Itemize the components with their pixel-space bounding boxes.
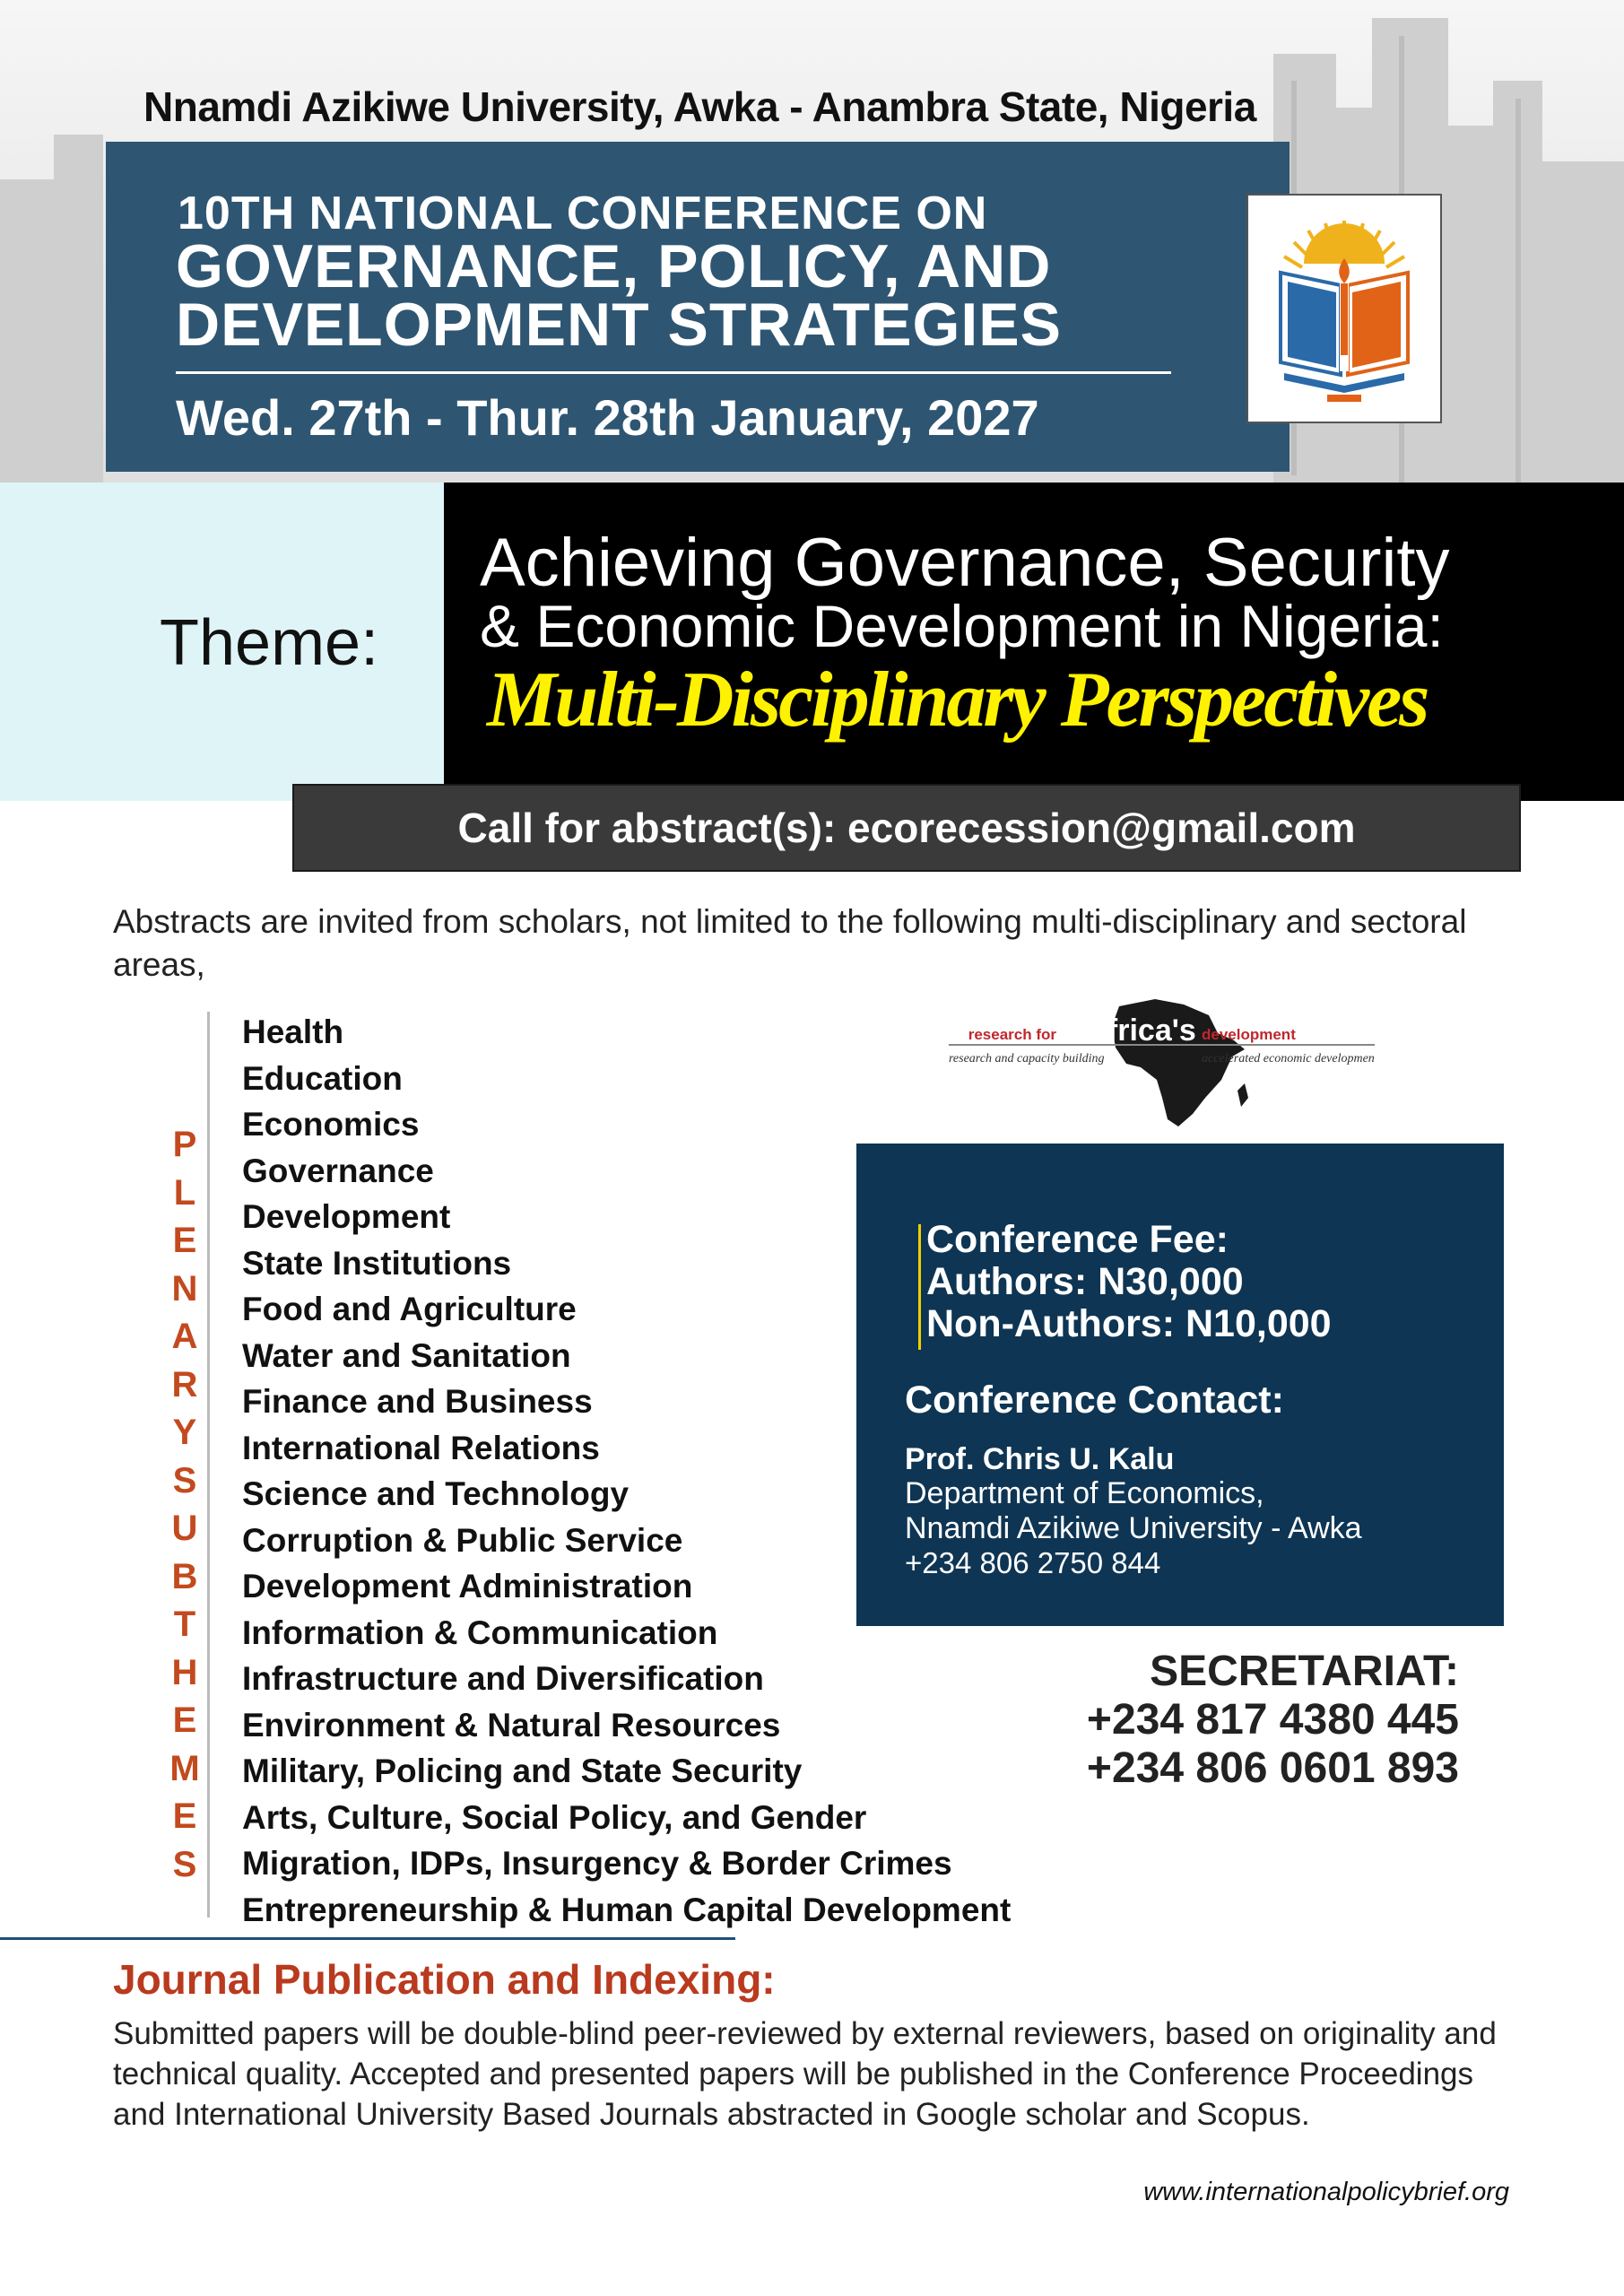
research-for-africas-development-logo — [949, 994, 1375, 1133]
fee-title: Conference Fee: — [926, 1218, 1229, 1261]
subtheme-item: Arts, Culture, Social Policy, and Gender — [242, 1798, 867, 1836]
subtheme-item: Information & Communication — [242, 1613, 718, 1651]
journal-body: Submitted papers will be double-blind peer-reviewed by external reviewers, based on originality and technical quality. Accepted and presented papers will be published in the Conference Proceedings and International University Based Journals abstracted in Google scholar and Scopus. — [113, 2016, 1497, 2132]
secretariat-title: SECRETARIAT: — [1150, 1648, 1459, 1695]
conference-number: 10TH NATIONAL CONFERENCE ON — [178, 187, 988, 239]
theme-subtitle: Multi-Disciplinary Perspectives — [487, 657, 1428, 744]
logo-development: development — [1202, 1026, 1296, 1043]
university-name: Nnamdi Azikiwe University, Awka - Anambra State, Nigeria — [143, 83, 1256, 130]
vertical-label-letter: P — [172, 1125, 197, 1164]
vertical-label-letter: N — [171, 1268, 198, 1309]
conference-title-line2: DEVELOPMENT STRATEGIES — [176, 291, 1062, 359]
conference-title-box — [106, 142, 1290, 472]
subtheme-item: Environment & Natural Resources — [242, 1706, 781, 1744]
subtheme-item: Finance and Business — [242, 1383, 593, 1420]
journal-divider — [0, 1937, 735, 1940]
website-link[interactable]: www.internationalpolicybrief.org — [1143, 2178, 1509, 2206]
subtheme-item: Development Administration — [242, 1568, 693, 1605]
vertical-label-letter: E — [172, 1796, 197, 1836]
subtheme-item: Corruption & Public Service — [242, 1521, 683, 1559]
title-divider — [176, 371, 1171, 374]
vertical-label-letter: T — [173, 1605, 196, 1644]
fee-authors: Authors: N30,000 — [926, 1260, 1244, 1303]
subtheme-item: State Institutions — [242, 1244, 512, 1282]
subtheme-item: Water and Sanitation — [242, 1336, 571, 1374]
subtheme-item: Health — [242, 1013, 344, 1050]
call-for-abstracts-email[interactable]: Call for abstract(s): ecorecession@gmail.com — [457, 804, 1356, 851]
subtheme-item: Infrastructure and Diversification — [242, 1660, 764, 1697]
logo-tagline-left: research and capacity building — [949, 1052, 1105, 1065]
call-for-abstracts-bar — [292, 784, 1521, 872]
subtheme-item: Development — [242, 1198, 451, 1235]
vertical-label-letter: S — [172, 1844, 197, 1884]
vertical-label-letter: E — [172, 1221, 197, 1260]
secretariat-phone-1[interactable]: +234 817 4380 445 — [1086, 1696, 1459, 1744]
fee-accent-bar — [918, 1224, 921, 1350]
contact-university: Nnamdi Azikiwe University - Awka — [905, 1511, 1362, 1545]
subtheme-item: Economics — [242, 1106, 420, 1143]
journal-heading: Journal Publication and Indexing: — [113, 1956, 776, 2003]
vertical-label-letter: Y — [172, 1413, 197, 1452]
conference-info-box — [856, 1144, 1504, 1626]
subtheme-item: Governance — [242, 1152, 434, 1189]
secretariat-phone-2[interactable]: +234 806 0601 893 — [1086, 1744, 1459, 1792]
conference-title-line1: GOVERNANCE, POLICY, AND — [176, 232, 1052, 300]
logo-africas: africa's — [1090, 1013, 1196, 1048]
vertical-label-letter: L — [173, 1172, 196, 1213]
conference-dates: Wed. 27th - Thur. 28th January, 2027 — [176, 389, 1039, 446]
theme-box — [444, 483, 1624, 801]
subtheme-item: Military, Policing and State Security — [242, 1752, 803, 1789]
subtheme-item: International Relations — [242, 1429, 600, 1466]
vertical-label-letter: E — [172, 1700, 197, 1740]
contact-department: Department of Economics, — [905, 1476, 1264, 1510]
plenary-subthemes-label — [158, 1121, 212, 1889]
subtheme-item: Education — [242, 1059, 403, 1097]
subtheme-item: Science and Technology — [242, 1475, 630, 1512]
vertical-label-letter: H — [171, 1652, 198, 1692]
logo-tagline-right: accelerated economic development — [1202, 1052, 1375, 1065]
contact-name: Prof. Chris U. Kalu — [905, 1442, 1175, 1476]
subtheme-item: Entrepreneurship & Human Capital Development — [242, 1891, 1012, 1928]
university-crest-icon — [1248, 196, 1440, 422]
subtheme-item: Food and Agriculture — [242, 1291, 577, 1327]
theme-line2: & Economic Development in Nigeria: — [480, 593, 1444, 659]
subtheme-item: Migration, IDPs, Insurgency & Border Crimes — [242, 1845, 952, 1882]
vertical-label-letter: A — [171, 1317, 198, 1356]
theme-line1: Achieving Governance, Security — [480, 525, 1450, 601]
vertical-label-letter: S — [172, 1460, 197, 1500]
logo-research-for: research for — [968, 1026, 1056, 1043]
vertical-label-letter: R — [171, 1364, 198, 1405]
vertical-label-letter: U — [171, 1509, 198, 1548]
contact-title: Conference Contact: — [905, 1378, 1284, 1422]
vertical-label-letter: B — [171, 1556, 198, 1596]
contact-phone[interactable]: +234 806 2750 844 — [905, 1546, 1161, 1579]
fee-non-authors: Non-Authors: N10,000 — [926, 1302, 1332, 1345]
intro-text: Abstracts are invited from scholars, not limited to the following multi-disciplinary and sectoral areas, — [113, 903, 1467, 983]
theme-label: Theme: — [160, 607, 379, 679]
vertical-label-letter: M — [169, 1748, 200, 1788]
university-logo — [1246, 194, 1442, 423]
